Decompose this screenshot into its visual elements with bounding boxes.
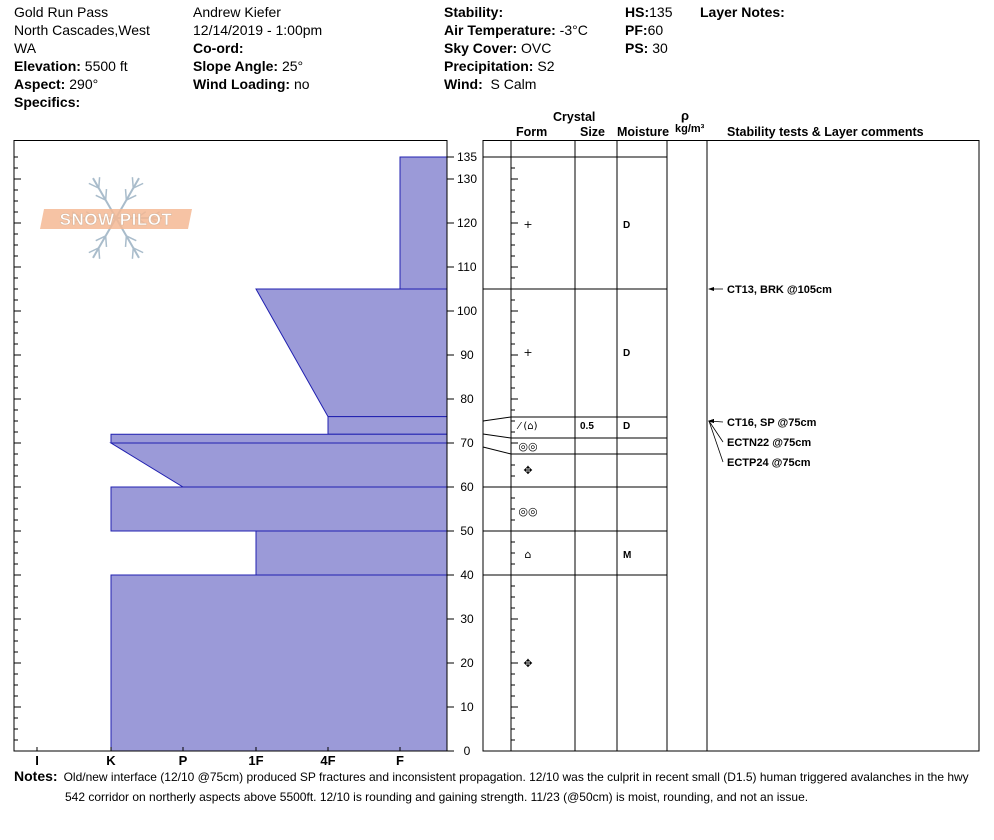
notes-line1: Old/new interface (12/10 @75cm) produced SP fractures and inconsistent propagation. 12/10 was the culprit in recent small (D1.5) human triggered avalanches in the hwy: [63, 770, 969, 784]
pf-value: 60: [647, 22, 664, 38]
layer-form-0: +: [523, 218, 533, 231]
layer-form-7: ✥: [523, 657, 533, 670]
logo-text: SNOW PILOT: [59, 210, 173, 229]
observer-name: Andrew Kiefer: [193, 4, 281, 20]
wind-loading-label: Wind Loading:: [193, 76, 291, 92]
hardness-layer-4: [111, 443, 447, 487]
hardness-label: K: [106, 753, 116, 768]
air-temp-label: Air Temperature:: [444, 22, 556, 38]
hardness-label: F: [396, 753, 404, 768]
stability-test-0: CT13, BRK @105cm: [727, 284, 832, 296]
layer-moisture-0: D: [623, 220, 631, 231]
hardness-label: 1F: [248, 753, 264, 768]
layer-form-6: ⌂: [524, 548, 532, 561]
elevation-value: 5500 ft: [84, 58, 128, 74]
wind-loading-value: no: [293, 76, 310, 92]
layer-notes-label: Layer Notes:: [700, 4, 785, 20]
stability-tests: [708, 284, 832, 469]
hardness-layer-0: [400, 157, 447, 289]
pf-label: PF:: [625, 22, 648, 38]
coord-label: Co-ord:: [193, 40, 244, 56]
layer-size-2: 0.5: [580, 421, 594, 432]
specifics-label: Specifics:: [14, 94, 81, 110]
aspect-label: Aspect:: [14, 76, 66, 92]
col-crystal: Crystal: [553, 110, 596, 124]
height-tick-label: 135: [456, 150, 478, 164]
layer-form-5: ◎◎: [518, 505, 538, 518]
layer-form-1: +: [523, 346, 533, 359]
col-stability: Stability tests & Layer comments: [727, 125, 924, 139]
stability-test-arrow-2: [709, 421, 723, 442]
snowflake-branch: [132, 177, 133, 188]
notes-line2: 542 corridor on northerly aspects above 5500ft. 12/10 is rounding and gaining strength. 11/23 (@50cm) is moist, rounding, and not an issue.: [65, 790, 809, 804]
hardness-label: P: [178, 753, 188, 768]
height-tick-label: 70: [460, 436, 474, 450]
height-tick-label: 120: [456, 216, 478, 230]
location-name: Gold Run Pass: [14, 4, 109, 20]
height-tick-label: 50: [460, 524, 474, 538]
observation-datetime: 12/14/2019 - 1:00pm: [193, 22, 323, 38]
stability-test-1: CT16, SP @75cm: [727, 417, 817, 429]
hs-label: HS:: [625, 4, 650, 20]
snowflake-branch: [126, 236, 127, 247]
elevation-label: Elevation:: [14, 58, 81, 74]
stability-test-2: ECTN22 @75cm: [727, 437, 812, 449]
hardness-layer-5: [111, 487, 447, 531]
height-tick-label: 80: [460, 392, 474, 406]
layer-moisture-6: M: [623, 550, 632, 561]
wind-label: Wind:: [444, 76, 483, 92]
hs-value: 135: [649, 4, 673, 20]
region-line2: WA: [14, 40, 37, 56]
snowflake-branch: [106, 236, 107, 247]
sky-label: Sky Cover:: [444, 40, 518, 56]
precip-label: Precipitation:: [444, 58, 534, 74]
hardness-label: 4F: [320, 753, 336, 768]
hardness-profile: [111, 157, 447, 751]
snowflake-branch: [132, 248, 133, 259]
region-line1: North Cascades,West: [14, 22, 150, 38]
ps-value: 30: [652, 40, 668, 56]
snowflake-branch: [99, 248, 100, 259]
height-tick-label: 10: [460, 700, 474, 714]
height-tick-label: 40: [460, 568, 474, 582]
col-moisture: Moisture: [617, 125, 670, 139]
ps-label: PS:: [625, 40, 649, 56]
stability-test-arrowhead-3: [708, 419, 714, 423]
air-temp-value: -3°C: [559, 22, 588, 38]
col-density-unit: kg/m³: [675, 123, 705, 135]
layer-moisture-2: D: [623, 421, 631, 432]
slope-label: Slope Angle:: [193, 58, 279, 74]
aspect-value: 290°: [69, 76, 99, 92]
height-tick-label: 0: [463, 744, 471, 758]
notes: [14, 766, 989, 807]
layer-moisture-1: D: [623, 348, 631, 359]
notes-label: Notes:: [14, 768, 58, 784]
hardness-layer-6: [256, 531, 447, 575]
stability-test-arrowhead-0: [708, 287, 714, 291]
height-tick-label: 100: [456, 304, 478, 318]
layer-form-3: ◎◎: [518, 440, 538, 453]
layer-form-4: ✥: [523, 464, 533, 477]
precip-value: S2: [537, 58, 555, 74]
height-tick-label: 130: [456, 172, 478, 186]
layer-form-2: ⁄ (⌂): [518, 421, 538, 432]
snowflake-branch: [99, 177, 100, 188]
col-size: Size: [580, 125, 606, 139]
stability-test-arrow-3: [709, 421, 723, 462]
hardness-layer-1: [256, 289, 447, 417]
snowflake-branch: [106, 189, 107, 200]
col-form: Form: [516, 125, 548, 139]
hardness-layer-3: [111, 434, 447, 443]
hardness-layer-7: [111, 575, 447, 751]
wind-value: S Calm: [490, 76, 537, 92]
slope-value: 25°: [281, 58, 304, 74]
hardness-label: I: [35, 753, 39, 768]
snowflake-branch: [126, 189, 127, 200]
stability-label: Stability:: [444, 4, 504, 20]
height-tick-label: 110: [457, 260, 477, 274]
stability-test-3: ECTP24 @75cm: [727, 457, 811, 469]
height-tick-label: 20: [460, 656, 474, 670]
height-tick-label: 30: [460, 612, 474, 626]
height-tick-label: 90: [460, 348, 474, 362]
col-rho: ρ: [681, 108, 690, 123]
hardness-layer-2: [328, 417, 447, 435]
sky-value: OVC: [521, 40, 552, 56]
height-tick-label: 60: [460, 480, 474, 494]
snowpilot-logo: [40, 177, 192, 259]
